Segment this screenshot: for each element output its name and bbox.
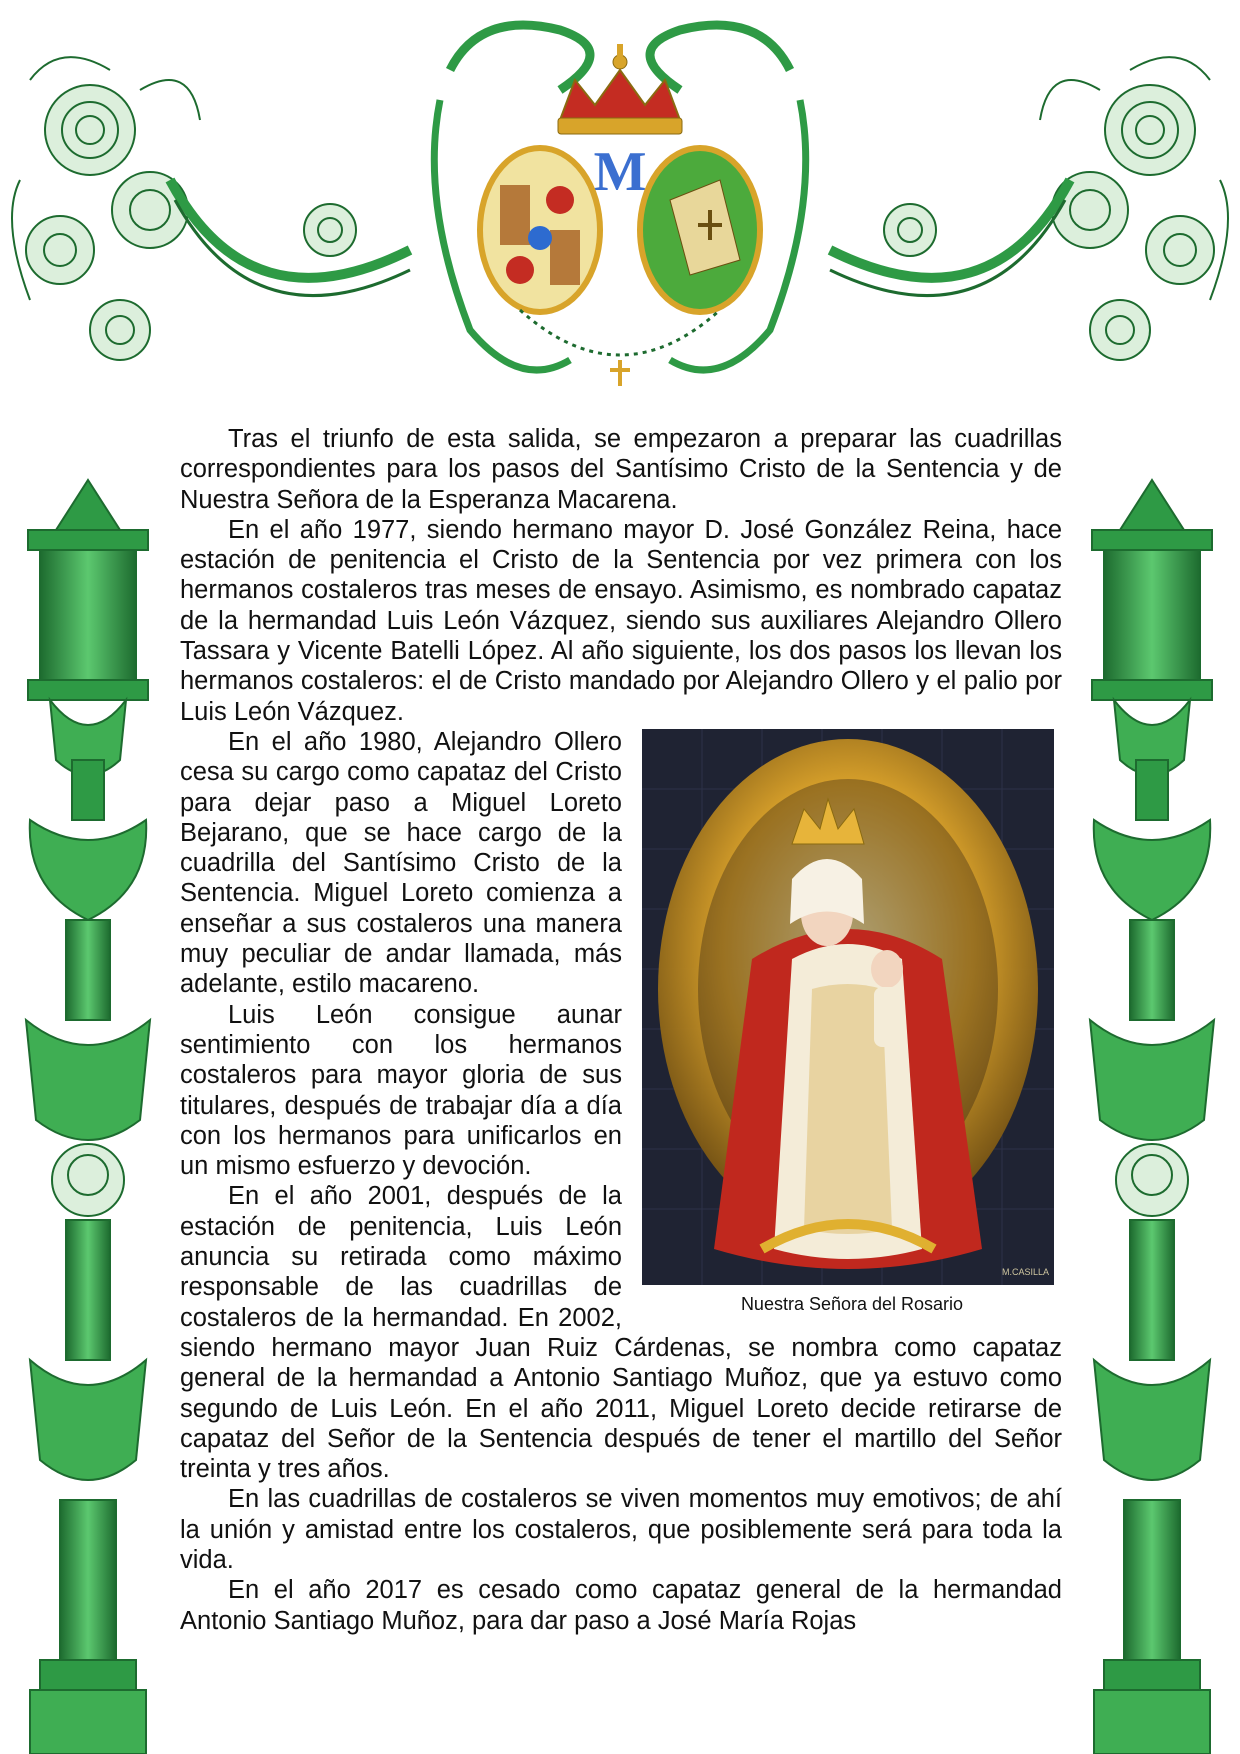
article-body: [180, 424, 1062, 1636]
paragraph: En el año 1977, siendo hermano mayor D. José González Reina, hace estación de penitencia el Cristo de la Sentencia por vez primera con los hermanos costaleros tras meses de ensayo. Asimismo, es nombrado capataz de la hermandad Luis León Vázquez, siendo sus auxiliares Alejandro Ollero Tassara y Vicente Batelli López. Al año siguiente, los dos pasos los llevan los hermanos costaleros: el de Cristo mandado por Alejandro Ollero y el palio por Luis León Vázquez.: [180, 515, 1062, 726]
paragraph: En el año 2017 es cesado como capataz general de la hermandad Antonio Santiago Muñoz, para dar paso a José María Rojas: [180, 1576, 1062, 1635]
paragraph: En las cuadrillas de costaleros se viven momentos muy emotivos; de ahí la unión y amistad entre los costaleros, que posiblemente será para toda la vida.: [180, 1485, 1062, 1574]
svg-text:M: M: [593, 141, 647, 203]
floral-cluster-left-icon: [12, 57, 200, 360]
crown-icon: [558, 44, 682, 134]
cross-icon: [610, 360, 630, 386]
header-ornament: [0, 0, 1240, 420]
floral-cluster-right-icon: [1040, 57, 1228, 360]
virgin-illustration: [642, 729, 1054, 1285]
emblem-icon: [640, 148, 760, 312]
paragraph: En el año 2001, después de la estación de penitencia, Luis León anuncia su retirada como máximo responsable de las cuadrillas de costaleros de la hermandad. En 2002, siendo hermano mayor Juan Ruiz Cárdenas, se nombra como capataz general de la hermandad a Antonio Santiago Muñoz, que ya estuvo como segundo de Luis León. En el año 2011, Miguel Loreto decide retirarse de capataz del Señor de la Sentencia después de tener el martillo del Señor treinta y tres años.: [180, 1182, 1062, 1484]
coat-of-arms-icon: [480, 148, 600, 312]
paragraph: Tras el triunfo de esta salida, se empezaron a preparar las cuadrillas correspondientes para los pasos del Santísimo Cristo de la Sentencia y de Nuestra Señora de la Esperanza Macarena.: [180, 425, 1062, 514]
paragraph: En el año 1980, Alejandro Ollero cesa su cargo como capataz del Cristo para dejar paso a Miguel Loreto Bejarano, que se hace cargo de la cuadrilla del Santísimo Cristo de la Sentencia. Miguel Loreto comienza a enseñar a sus costaleros una manera muy peculiar de andar llamada, más adelante, estilo macareno.: [180, 727, 622, 999]
left-column-ornament: [0, 420, 176, 1754]
right-column-ornament: [1064, 420, 1240, 1754]
figure: [642, 729, 1062, 1319]
virgin-image: [642, 729, 1054, 1285]
artist-mark: M.CASILLA: [1002, 1266, 1050, 1277]
figure-caption: Nuestra Señora del Rosario: [740, 1293, 964, 1314]
paragraph: Luis León consigue aunar sentimiento con los hermanos costaleros para mayor gloria de sus titulares, después de trabajar día a día con los hermanos para unificarlos en un mismo esfuerzo y devoción.: [180, 1000, 622, 1181]
